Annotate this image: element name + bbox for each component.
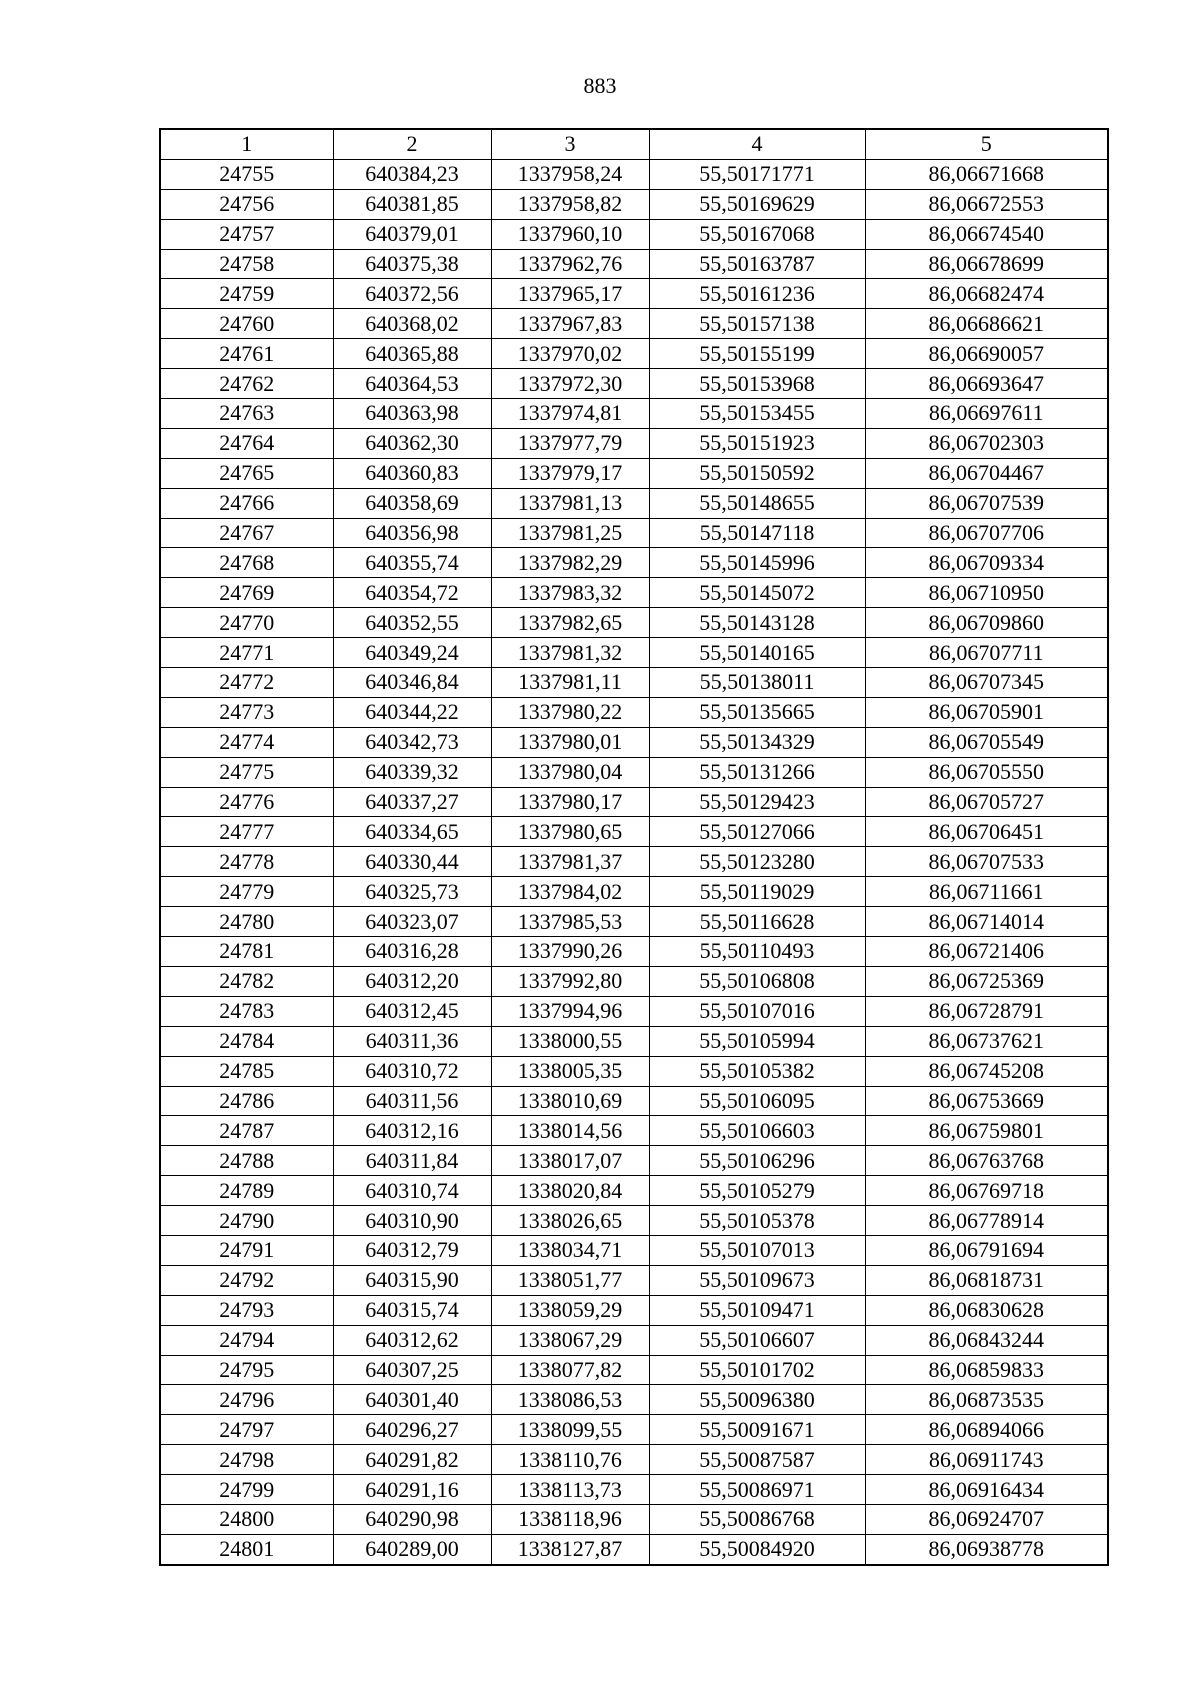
table-cell-col3: 1337981,37 [491,847,649,877]
table-row [160,1235,1108,1265]
table-cell-col1: 24769 [160,578,333,608]
table-cell-col1: 24787 [160,1116,333,1146]
table-cell-col1: 24758 [160,249,333,279]
table-cell-col5: 86,06769718 [865,1176,1108,1206]
table-row [160,1475,1108,1505]
table-body [160,159,1108,1564]
table-cell-col3: 1337977,79 [491,428,649,458]
table-row [160,458,1108,488]
table-cell-col5: 86,06702303 [865,428,1108,458]
table-cell-col1: 24778 [160,847,333,877]
table-cell-col1: 24768 [160,548,333,578]
table-cell-col1: 24771 [160,638,333,668]
table-cell-col1: 24801 [160,1534,333,1564]
table-cell-col5: 86,06707711 [865,638,1108,668]
table-cell-col2: 640296,27 [333,1415,491,1445]
table-cell-col2: 640312,79 [333,1235,491,1265]
table-cell-col3: 1338014,56 [491,1116,649,1146]
table-cell-col4: 55,50131266 [649,757,865,787]
table-cell-col2: 640363,98 [333,399,491,429]
table-cell-col2: 640358,69 [333,488,491,518]
column-header-5: 5 [865,129,1108,159]
table-cell-col5: 86,06693647 [865,369,1108,399]
table-row [160,369,1108,399]
table-cell-col2: 640316,28 [333,937,491,967]
table-row [160,1026,1108,1056]
table-row [160,1385,1108,1415]
table-cell-col1: 24761 [160,339,333,369]
table-row [160,159,1108,189]
table-cell-col3: 1337974,81 [491,399,649,429]
table-row [160,339,1108,369]
table-cell-col4: 55,50138011 [649,668,865,698]
table-cell-col2: 640342,73 [333,727,491,757]
table-cell-col1: 24767 [160,518,333,548]
table-cell-col5: 86,06705549 [865,727,1108,757]
table-cell-col1: 24788 [160,1146,333,1176]
table-cell-col4: 55,50157138 [649,309,865,339]
table-cell-col1: 24776 [160,787,333,817]
table-cell-col4: 55,50145072 [649,578,865,608]
column-header-4: 4 [649,129,865,159]
table-cell-col5: 86,06705727 [865,787,1108,817]
table-cell-col2: 640365,88 [333,339,491,369]
table-cell-col2: 640289,00 [333,1534,491,1564]
table-cell-col1: 24763 [160,399,333,429]
table-cell-col4: 55,50091671 [649,1415,865,1445]
table-cell-col1: 24774 [160,727,333,757]
table-cell-col4: 55,50109471 [649,1295,865,1325]
table-cell-col3: 1337983,32 [491,578,649,608]
table-cell-col5: 86,06671668 [865,159,1108,189]
table-cell-col2: 640368,02 [333,309,491,339]
table-row [160,1295,1108,1325]
table-cell-col3: 1338010,69 [491,1086,649,1116]
table-cell-col4: 55,50171771 [649,159,865,189]
table-cell-col3: 1338005,35 [491,1056,649,1086]
table-cell-col2: 640381,85 [333,189,491,219]
table-cell-col2: 640290,98 [333,1504,491,1534]
table-cell-col5: 86,06759801 [865,1116,1108,1146]
table-cell-col1: 24800 [160,1504,333,1534]
table-cell-col2: 640384,23 [333,159,491,189]
table-cell-col4: 55,50105994 [649,1026,865,1056]
table-cell-col1: 24785 [160,1056,333,1086]
table-cell-col3: 1338077,82 [491,1355,649,1385]
table-cell-col2: 640315,90 [333,1265,491,1295]
table-cell-col5: 86,06745208 [865,1056,1108,1086]
table-cell-col4: 55,50096380 [649,1385,865,1415]
table-row [160,518,1108,548]
table-cell-col4: 55,50129423 [649,787,865,817]
table-row [160,1325,1108,1355]
table-cell-col2: 640372,56 [333,279,491,309]
table-cell-col4: 55,50105378 [649,1206,865,1236]
table-cell-col4: 55,50086971 [649,1475,865,1505]
table-cell-col2: 640311,36 [333,1026,491,1056]
table-cell-col5: 86,06686621 [865,309,1108,339]
table-cell-col2: 640301,40 [333,1385,491,1415]
table-cell-col5: 86,06818731 [865,1265,1108,1295]
table-cell-col5: 86,06707345 [865,668,1108,698]
table-cell-col5: 86,06707706 [865,518,1108,548]
table-cell-col3: 1337990,26 [491,937,649,967]
table-cell-col1: 24782 [160,966,333,996]
table-cell-col2: 640307,25 [333,1355,491,1385]
table-cell-col2: 640312,16 [333,1116,491,1146]
table-cell-col1: 24790 [160,1206,333,1236]
table-cell-col2: 640346,84 [333,668,491,698]
table-row [160,1504,1108,1534]
table-row [160,219,1108,249]
table-cell-col2: 640310,74 [333,1176,491,1206]
table-cell-col3: 1337962,76 [491,249,649,279]
table-cell-col2: 640315,74 [333,1295,491,1325]
table-row [160,697,1108,727]
table-cell-col3: 1337958,24 [491,159,649,189]
table-cell-col4: 55,50106095 [649,1086,865,1116]
table-cell-col5: 86,06672553 [865,189,1108,219]
table-cell-col4: 55,50163787 [649,249,865,279]
table-row [160,996,1108,1026]
table-cell-col2: 640360,83 [333,458,491,488]
table-row [160,1355,1108,1385]
table-cell-col2: 640291,16 [333,1475,491,1505]
table-cell-col2: 640339,32 [333,757,491,787]
table-cell-col1: 24760 [160,309,333,339]
table-cell-col4: 55,50106808 [649,966,865,996]
table-cell-col2: 640291,82 [333,1445,491,1475]
table-row [160,1116,1108,1146]
table-row [160,1146,1108,1176]
table-cell-col3: 1338127,87 [491,1534,649,1564]
table-cell-col5: 86,06873535 [865,1385,1108,1415]
table-row [160,757,1108,787]
table-cell-col4: 55,50116628 [649,907,865,937]
table-cell-col5: 86,06778914 [865,1206,1108,1236]
table-cell-col2: 640364,53 [333,369,491,399]
table-cell-col1: 24793 [160,1295,333,1325]
table-cell-col4: 55,50084920 [649,1534,865,1564]
table-cell-col3: 1337982,65 [491,608,649,638]
table-cell-col3: 1338086,53 [491,1385,649,1415]
table-cell-col5: 86,06859833 [865,1355,1108,1385]
table-row [160,399,1108,429]
header-row [160,129,1108,159]
table-cell-col2: 640344,22 [333,697,491,727]
coordinates-table [159,128,1109,1566]
table-row [160,548,1108,578]
table-cell-col2: 640354,72 [333,578,491,608]
table-cell-col5: 86,06697611 [865,399,1108,429]
table-cell-col4: 55,50161236 [649,279,865,309]
table-cell-col3: 1337980,65 [491,817,649,847]
table-row [160,189,1108,219]
table-cell-col2: 640311,84 [333,1146,491,1176]
table-cell-col1: 24786 [160,1086,333,1116]
table-cell-col4: 55,50135665 [649,697,865,727]
table-cell-col5: 86,06707533 [865,847,1108,877]
table-cell-col3: 1337970,02 [491,339,649,369]
table-cell-col5: 86,06737621 [865,1026,1108,1056]
table-cell-col5: 86,06830628 [865,1295,1108,1325]
table-cell-col1: 24770 [160,608,333,638]
table-cell-col3: 1337994,96 [491,996,649,1026]
table-cell-col2: 640323,07 [333,907,491,937]
table-cell-col2: 640312,62 [333,1325,491,1355]
table-cell-col3: 1337980,01 [491,727,649,757]
table-cell-col4: 55,50105382 [649,1056,865,1086]
table-cell-col1: 24772 [160,668,333,698]
table-cell-col3: 1337980,22 [491,697,649,727]
table-cell-col3: 1337984,02 [491,877,649,907]
table-cell-col3: 1338051,77 [491,1265,649,1295]
table-cell-col3: 1338118,96 [491,1504,649,1534]
table-cell-col3: 1338026,65 [491,1206,649,1236]
table-cell-col4: 55,50148655 [649,488,865,518]
table-cell-col2: 640355,74 [333,548,491,578]
table-cell-col1: 24791 [160,1235,333,1265]
table-cell-col3: 1337980,17 [491,787,649,817]
table-cell-col2: 640352,55 [333,608,491,638]
table-cell-col3: 1337981,13 [491,488,649,518]
table-cell-col2: 640325,73 [333,877,491,907]
table-cell-col2: 640312,45 [333,996,491,1026]
table-cell-col4: 55,50169629 [649,189,865,219]
table-cell-col3: 1337981,32 [491,638,649,668]
table-cell-col5: 86,06674540 [865,219,1108,249]
page-number: 883 [583,73,617,98]
table-row [160,1176,1108,1206]
table-cell-col4: 55,50153455 [649,399,865,429]
table-row [160,877,1108,907]
table-cell-col4: 55,50153968 [649,369,865,399]
table-cell-col5: 86,06709860 [865,608,1108,638]
table-cell-col5: 86,06728791 [865,996,1108,1026]
table-row [160,847,1108,877]
table-cell-col1: 24799 [160,1475,333,1505]
table-cell-col2: 640375,38 [333,249,491,279]
column-header-3: 3 [491,129,649,159]
table-row [160,1206,1108,1236]
table-cell-col2: 640337,27 [333,787,491,817]
table-cell-col5: 86,06714014 [865,907,1108,937]
table-cell-col5: 86,06763768 [865,1146,1108,1176]
table-cell-col4: 55,50127066 [649,817,865,847]
table-cell-col3: 1337972,30 [491,369,649,399]
table-cell-col4: 55,50101702 [649,1355,865,1385]
table-cell-col4: 55,50110493 [649,937,865,967]
table-cell-col5: 86,06704467 [865,458,1108,488]
table-cell-col5: 86,06791694 [865,1235,1108,1265]
table-cell-col5: 86,06911743 [865,1445,1108,1475]
table-cell-col3: 1338113,73 [491,1475,649,1505]
table-cell-col3: 1337979,17 [491,458,649,488]
table-row [160,638,1108,668]
table-cell-col3: 1338099,55 [491,1415,649,1445]
table-cell-col2: 640311,56 [333,1086,491,1116]
table-row [160,1056,1108,1086]
table-row [160,578,1108,608]
table-row [160,1265,1108,1295]
table-cell-col3: 1337960,10 [491,219,649,249]
table-cell-col5: 86,06705901 [865,697,1108,727]
table-cell-col3: 1337967,83 [491,309,649,339]
table-cell-col4: 55,50109673 [649,1265,865,1295]
table-row [160,428,1108,458]
table-row [160,249,1108,279]
table-cell-col5: 86,06916434 [865,1475,1108,1505]
table-cell-col4: 55,50106607 [649,1325,865,1355]
table-row [160,966,1108,996]
table-cell-col1: 24756 [160,189,333,219]
table-cell-col1: 24797 [160,1415,333,1445]
table-row [160,668,1108,698]
table-cell-col5: 86,06843244 [865,1325,1108,1355]
table-cell-col5: 86,06924707 [865,1504,1108,1534]
table-cell-col1: 24766 [160,488,333,518]
table-cell-col5: 86,06753669 [865,1086,1108,1116]
table-cell-col1: 24773 [160,697,333,727]
table-cell-col2: 640312,20 [333,966,491,996]
table-cell-col1: 24781 [160,937,333,967]
table-row [160,1445,1108,1475]
table-row [160,937,1108,967]
table-cell-col1: 24755 [160,159,333,189]
table-cell-col5: 86,06711661 [865,877,1108,907]
table-cell-col5: 86,06894066 [865,1415,1108,1445]
table-cell-col5: 86,06710950 [865,578,1108,608]
table-cell-col4: 55,50086768 [649,1504,865,1534]
table-cell-col4: 55,50106296 [649,1146,865,1176]
table-cell-col5: 86,06682474 [865,279,1108,309]
table-cell-col1: 24783 [160,996,333,1026]
table-header [160,129,1108,159]
table-cell-col1: 24759 [160,279,333,309]
table-cell-col5: 86,06705550 [865,757,1108,787]
table-cell-col4: 55,50107016 [649,996,865,1026]
table-cell-col3: 1338067,29 [491,1325,649,1355]
table-cell-col4: 55,50147118 [649,518,865,548]
table-cell-col4: 55,50106603 [649,1116,865,1146]
table-row [160,309,1108,339]
table-row [160,727,1108,757]
table-cell-col1: 24789 [160,1176,333,1206]
table-cell-col3: 1337981,11 [491,668,649,698]
table-cell-col3: 1337958,82 [491,189,649,219]
table-row [160,608,1108,638]
table-cell-col4: 55,50143128 [649,608,865,638]
table-cell-col3: 1338110,76 [491,1445,649,1475]
table-cell-col1: 24794 [160,1325,333,1355]
table-cell-col3: 1337982,29 [491,548,649,578]
table-cell-col4: 55,50150592 [649,458,865,488]
table-row [160,1415,1108,1445]
table-cell-col2: 640356,98 [333,518,491,548]
column-header-2: 2 [333,129,491,159]
table-cell-col1: 24798 [160,1445,333,1475]
table-cell-col4: 55,50123280 [649,847,865,877]
table-cell-col1: 24765 [160,458,333,488]
table-cell-col3: 1338059,29 [491,1295,649,1325]
table-cell-col1: 24784 [160,1026,333,1056]
table-cell-col2: 640310,72 [333,1056,491,1086]
table-cell-col4: 55,50155199 [649,339,865,369]
table-cell-col4: 55,50145996 [649,548,865,578]
table-row [160,787,1108,817]
table-cell-col4: 55,50140165 [649,638,865,668]
table-cell-col1: 24762 [160,369,333,399]
table-cell-col1: 24777 [160,817,333,847]
table-cell-col1: 24775 [160,757,333,787]
table-cell-col5: 86,06709334 [865,548,1108,578]
table-cell-col5: 86,06678699 [865,249,1108,279]
table-row [160,1534,1108,1564]
table-cell-col5: 86,06725369 [865,966,1108,996]
table-cell-col3: 1337965,17 [491,279,649,309]
table-cell-col3: 1338000,55 [491,1026,649,1056]
table-cell-col2: 640362,30 [333,428,491,458]
table-row [160,279,1108,309]
column-header-1: 1 [160,129,333,159]
table-cell-col2: 640310,90 [333,1206,491,1236]
table-cell-col2: 640349,24 [333,638,491,668]
table-cell-col1: 24779 [160,877,333,907]
table-cell-col2: 640330,44 [333,847,491,877]
table-cell-col3: 1337985,53 [491,907,649,937]
table-cell-col5: 86,06690057 [865,339,1108,369]
table-cell-col1: 24796 [160,1385,333,1415]
table-cell-col3: 1338017,07 [491,1146,649,1176]
table-cell-col4: 55,50087587 [649,1445,865,1475]
table-cell-col5: 86,06721406 [865,937,1108,967]
table-cell-col3: 1338034,71 [491,1235,649,1265]
table-cell-col4: 55,50151923 [649,428,865,458]
table-cell-col1: 24757 [160,219,333,249]
table-cell-col1: 24792 [160,1265,333,1295]
table-cell-col3: 1337981,25 [491,518,649,548]
table-cell-col4: 55,50167068 [649,219,865,249]
table-row [160,817,1108,847]
table-cell-col3: 1337980,04 [491,757,649,787]
table-cell-col1: 24795 [160,1355,333,1385]
table-row [160,907,1108,937]
table-cell-col5: 86,06938778 [865,1534,1108,1564]
table-cell-col5: 86,06706451 [865,817,1108,847]
table-row [160,488,1108,518]
table-cell-col4: 55,50119029 [649,877,865,907]
table-cell-col4: 55,50134329 [649,727,865,757]
table-cell-col3: 1337992,80 [491,966,649,996]
table-cell-col3: 1338020,84 [491,1176,649,1206]
table-cell-col4: 55,50107013 [649,1235,865,1265]
table-cell-col2: 640379,01 [333,219,491,249]
table-cell-col1: 24780 [160,907,333,937]
table-cell-col5: 86,06707539 [865,488,1108,518]
table-row [160,1086,1108,1116]
table-cell-col2: 640334,65 [333,817,491,847]
table-cell-col1: 24764 [160,428,333,458]
table-cell-col4: 55,50105279 [649,1176,865,1206]
